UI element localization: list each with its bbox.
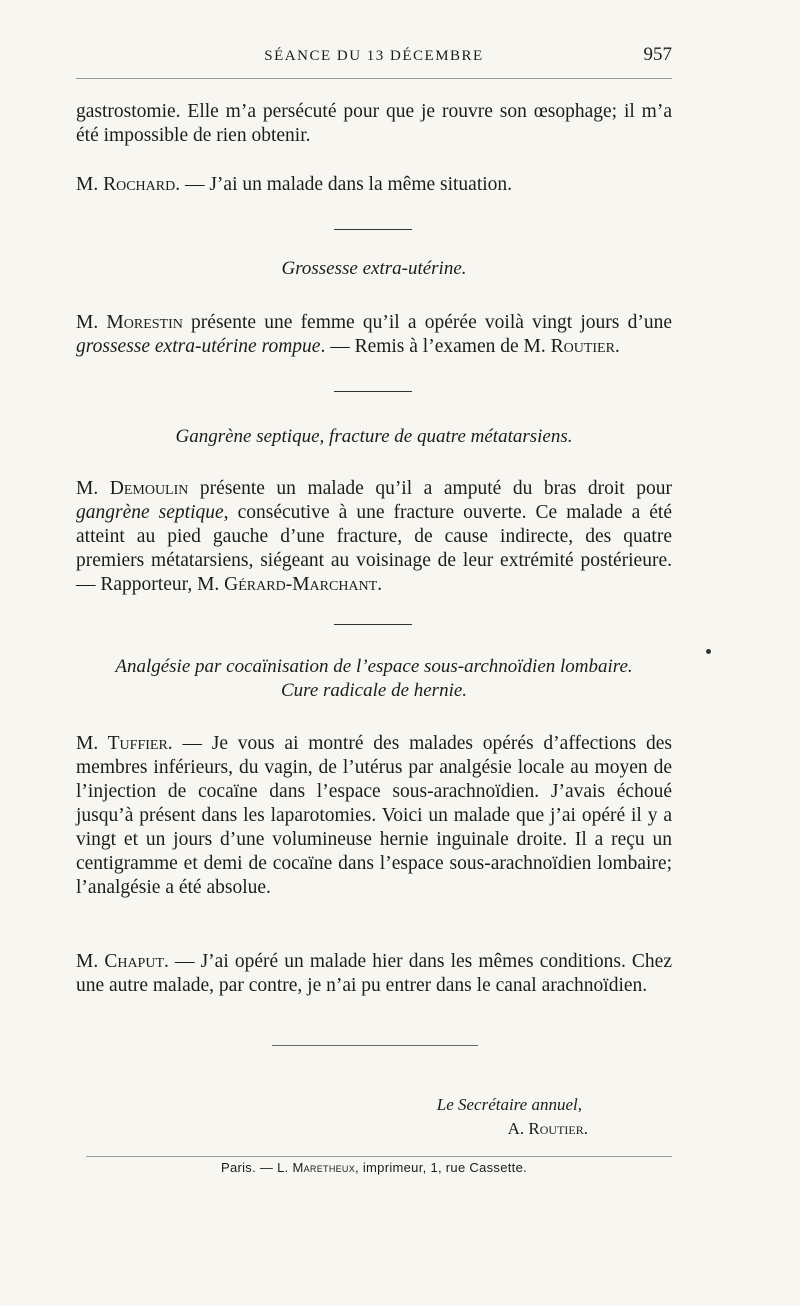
section-divider [334,229,412,230]
section-title-gangrene: Gangrène septique, fracture de quatre métatarsiens. [175,426,573,447]
section-divider [334,624,412,625]
paragraph-tuffier [76,732,672,900]
paragraph-text: . — Remis à l’examen de [320,336,524,357]
paragraph-demoulin [76,477,672,597]
paragraph-text: gastrostomie. Elle m’a persécuté pour que je rouvre son œsophage; il m’a été impossible de rien obtenir. [76,101,672,146]
paragraph-text: présente une femme qu’il a opérée voilà vingt jours d’une [182,312,672,333]
speaker-name: M. Chaput. [76,951,169,972]
paragraph-text: présente un malade qu’il a amputé du bras droit pour [188,478,672,499]
signature-name: A. Routier. [507,1119,588,1138]
speaker-name: M. Rochard. [76,174,181,195]
imprint-printer: L. Maretheux [277,1160,356,1175]
page [76,0,672,1306]
paragraph-chaput [76,950,672,998]
page-header [76,44,672,72]
italic-text: gangrène septique [76,502,224,523]
paragraph-text: — Je vous ai montré des malades opérés d’affections des membres inférieurs, du vagin, de l’utérus par analgésie locale au moyen de l’injection de cocaïne dans l’espace sous-arachnoïdien. J’avais échoué jusqu’à présent dans les laparotomies. Voici un malade que j’ai opéré il y a vingt et un jours d’une volumineuse hernie inguinale droite. Il a reçu un centigramme et demi de cocaïne dans l’espace sous-arachnoïdien lombaire; l’analgésie a été absolue. [76,733,672,898]
header-rule [76,78,672,79]
paragraph-text: — J’ai un malade dans la même situation. [180,174,513,195]
speaker-name: M. Demoulin [76,478,189,499]
paragraph-rochard [76,173,672,197]
speaker-name: M. Morestin [76,312,183,333]
imprint-city: Paris. — [220,1160,278,1175]
reference-name: M. Routier. [523,336,620,357]
section-title-line: Cure radicale de hernie. [280,680,468,701]
speaker-name: M. Tuffier. [76,733,173,754]
imprint-address: , imprimeur, 1, rue Cassette. [355,1160,528,1175]
closing-rule [272,1045,478,1046]
ink-speck [706,649,711,654]
paragraph-morestin [76,311,672,359]
paragraph-gastrostomie [76,100,672,148]
paragraph-text: , consécutive à une fracture ouverte. Ce malade a été atteint au pied gauche d’une fracture, de cause indirecte, des quatre premiers métatarsiens, siégeant au voisinage de leur extrémité postérieure. — Rapporteur, [76,502,672,595]
paragraph-text: — J’ai opéré un malade hier dans les mêmes conditions. Chez une autre malade, par contre, je n’ai pu entrer dans le canal arachnoïdien. [76,951,672,996]
imprint [76,1160,672,1175]
section-title-grossesse: Grossesse extra-utérine. [281,258,467,279]
signature-block [436,1093,588,1141]
signature-title: Le Secrétaire annuel, [436,1095,582,1114]
section-divider [334,391,412,392]
section-title-analgesie [76,655,672,703]
italic-text: grossesse extra-utérine rompue [76,336,321,357]
footer-rule [86,1156,672,1157]
reference-name: M. Gérard-Marchant. [197,574,383,595]
page-number: 957 [643,44,672,65]
running-head: SÉANCE DU 13 DÉCEMBRE [264,48,484,64]
section-title-line: Analgésie par cocaïnisation de l’espace sous-archnoïdien lombaire. [115,656,633,677]
